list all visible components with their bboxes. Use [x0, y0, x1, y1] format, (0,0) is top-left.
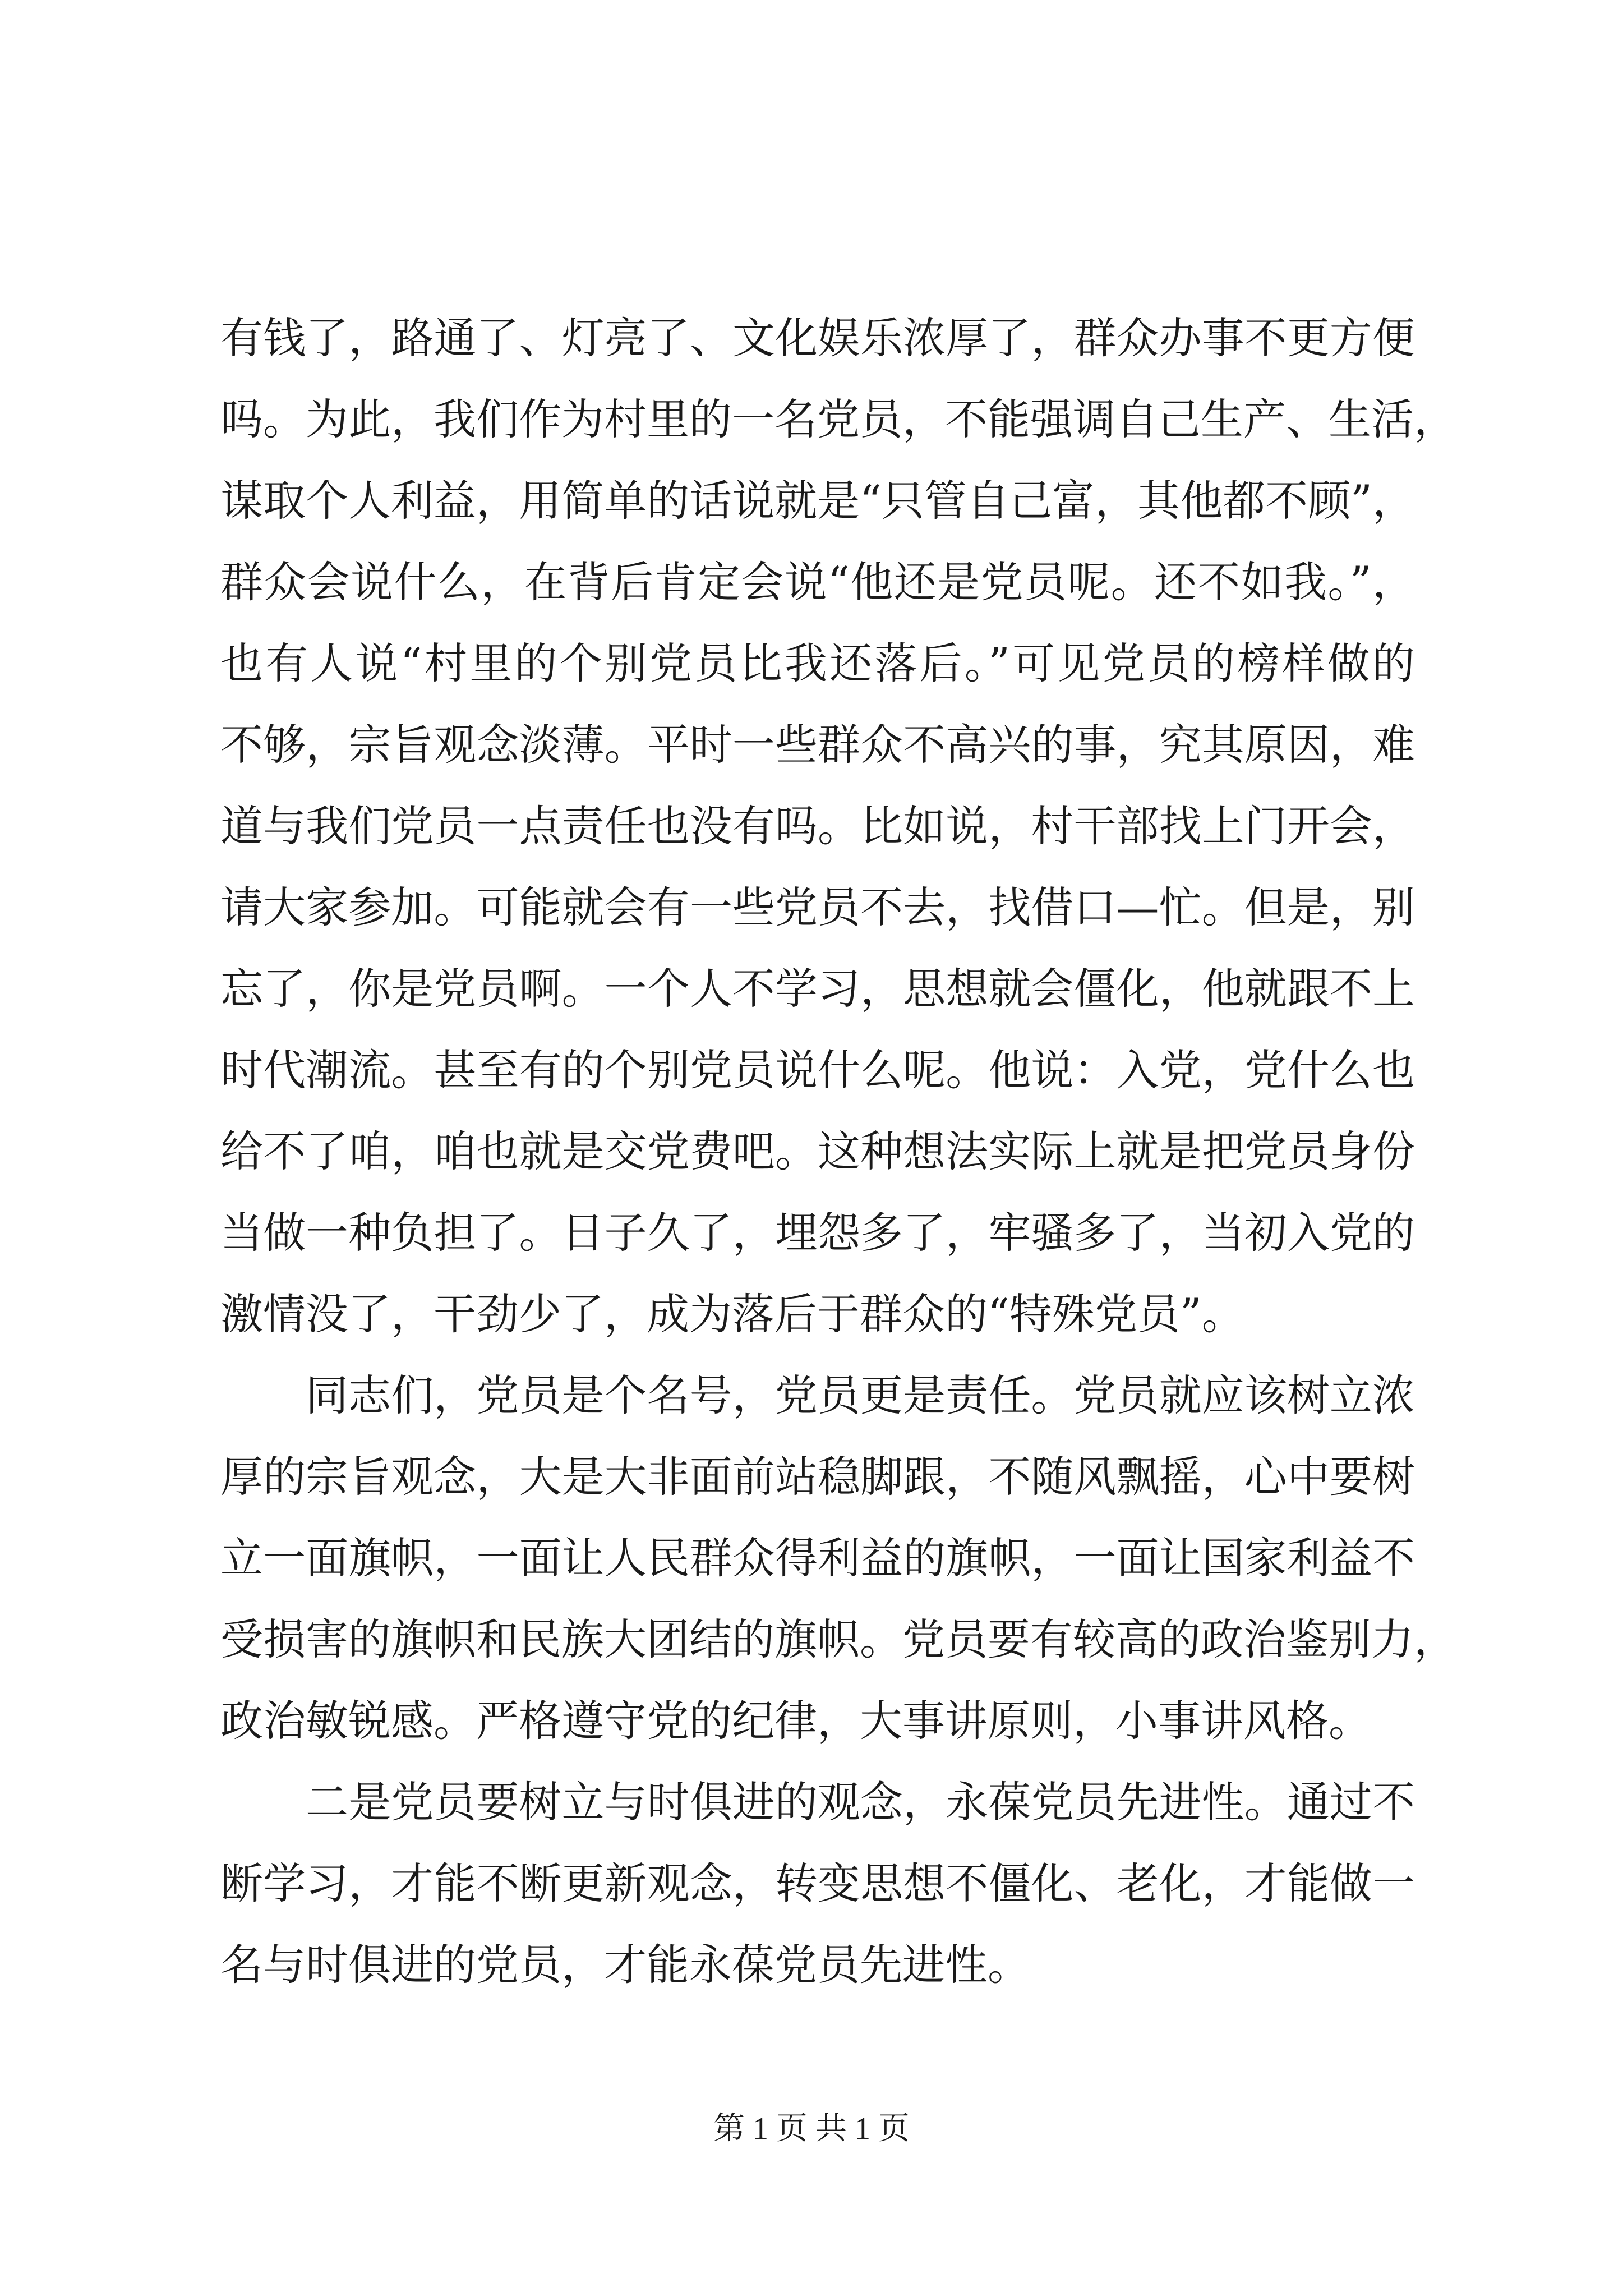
text-line: 忘了，你是党员啊。一个人不学习，思想就会僵化，他就跟不上 — [220, 964, 1415, 1014]
text-line: 激情没了，干劲少了，成为落后于群众的“特殊党员”。 — [220, 1289, 1244, 1339]
text-line: 断学习，才能不断更新观念，转变思想不僵化、老化，才能做一 — [220, 1858, 1415, 1908]
page-number-label: 第 1 页 共 1 页 — [713, 2111, 910, 2146]
text-line: 有钱了，路通了、灯亮了、文化娱乐浓厚了，群众办事不更方便 — [220, 313, 1415, 363]
page-footer — [0, 2109, 1623, 2148]
text-line: 政治敏锐感。严格遵守党的纪律，大事讲原则，小事讲风格。 — [220, 1696, 1371, 1746]
body-text — [220, 297, 1456, 2005]
text-line: 群众会说什么，在背后肯定会说“他还是党员呢。还不如我。”， — [220, 557, 1415, 607]
text-line: 道与我们党员一点责任也没有吗。比如说，村干部找上门开会， — [220, 801, 1415, 851]
text-line: 受损害的旗帜和民族大团结的旗帜。党员要有较高的政治鉴别力， — [220, 1614, 1456, 1664]
paragraph-first-line: 二是党员要树立与时俱进的观念，永葆党员先进性。通过不 — [306, 1777, 1415, 1827]
text-line: 也有人说“村里的个别党员比我还落后。”可见党员的榜样做的 — [220, 638, 1415, 688]
text-line: 给不了咱，咱也就是交党费吧。这种想法实际上就是把党员身份 — [220, 1126, 1415, 1176]
text-line: 当做一种负担了。日子久了，埋怨多了，牢骚多了，当初入党的 — [220, 1208, 1415, 1258]
paragraph-first-line: 同志们，党员是个名号，党员更是责任。党员就应该树立浓 — [306, 1370, 1415, 1420]
text-line: 时代潮流。甚至有的个别党员说什么呢。他说：入党，党什么也 — [220, 1045, 1415, 1095]
text-line: 立一面旗帜，一面让人民群众得利益的旗帜，一面让国家利益不 — [220, 1533, 1415, 1583]
text-line: 请大家参加。可能就会有一些党员不去，找借口—忙。但是，别 — [220, 882, 1415, 932]
text-line: 名与时俱进的党员，才能永葆党员先进性。 — [220, 1940, 1030, 1990]
text-line: 吗。为此，我们作为村里的一名党员，不能强调自己生产、生活， — [220, 394, 1456, 444]
text-line: 谋取个人利益，用简单的话说就是“只管自己富，其他都不顾”， — [220, 476, 1415, 526]
text-line: 不够，宗旨观念淡薄。平时一些群众不高兴的事，究其原因，难 — [220, 720, 1415, 770]
text-line: 厚的宗旨观念，大是大非面前站稳脚跟，不随风飘摇，心中要树 — [220, 1452, 1415, 1502]
